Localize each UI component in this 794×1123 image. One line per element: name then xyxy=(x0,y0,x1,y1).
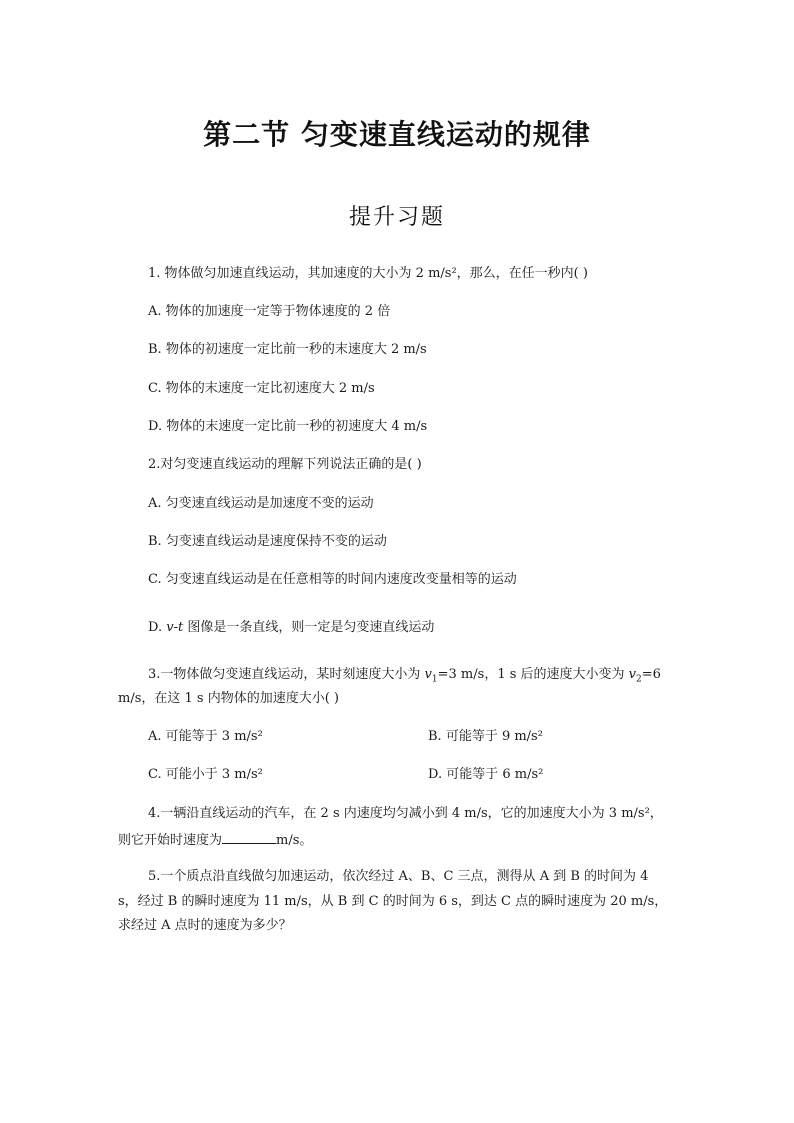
question-3-stem-line-1 xyxy=(148,667,661,688)
question-3-option-b: B. 可能等于 9 m/s² xyxy=(428,729,543,744)
question-4-line-1: 4.一辆沿直线运动的汽车，在 2 s 内速度均匀减小到 4 m/s，它的加速度大小为 3 m/s²， xyxy=(148,806,663,821)
v1-subscript: 1 xyxy=(431,674,438,685)
question-1-option-b: B. 物体的初速度一定比前一秒的末速度大 2 m/s xyxy=(148,342,427,357)
question-3-stem-line-2: m/s，在这 1 s 内物体的加速度大小( ) xyxy=(118,691,339,706)
question-2-option-c: C. 匀变速直线运动是在任意相等的时间内速度改变量相等的运动 xyxy=(148,572,517,587)
question-1-option-a: A. 物体的加速度一定等于物体速度的 2 倍 xyxy=(148,304,391,319)
v2-subscript: 2 xyxy=(636,674,642,685)
question-3-option-c: C. 可能小于 3 m/s² xyxy=(148,767,263,782)
q3-text-a: 3.一物体做匀变速直线运动，某时刻速度大小为 xyxy=(148,667,421,682)
q3-text-c: =6 xyxy=(641,667,661,682)
question-2-stem: 2.对匀变速直线运动的理解下列说法正确的是( ) xyxy=(148,457,422,472)
answer-blank[interactable] xyxy=(222,831,276,844)
vt-variable: v-t xyxy=(166,620,184,635)
section-subtitle: 提升习题 xyxy=(348,205,445,230)
q4-text-a: 则它开始时速度为 xyxy=(118,833,223,848)
question-1-option-d: D. 物体的末速度一定比前一秒的初速度大 4 m/s xyxy=(148,419,428,434)
question-2-option-d xyxy=(148,620,434,636)
option-d-prefix: D. xyxy=(148,620,163,635)
question-5-line-2: s，经过 B 的瞬时速度为 11 m/s，从 B 到 C 的时间为 6 s，到达 C 点的瞬时速度为 20 m/s， xyxy=(118,894,668,909)
page-title: 第二节 匀变速直线运动的规律 xyxy=(203,118,591,151)
question-5-line-1: 5.一个质点沿直线做匀加速运动，依次经过 A、B、C 三点，测得从 A 到 B 的时间为 4 xyxy=(148,869,649,884)
question-3-option-d: D. 可能等于 6 m/s² xyxy=(428,767,544,782)
v2-variable: v xyxy=(628,667,637,682)
question-4-line-2 xyxy=(118,831,312,849)
question-2-option-b: B. 匀变速直线运动是速度保持不变的运动 xyxy=(148,534,387,549)
q4-text-b: m/s。 xyxy=(276,833,313,848)
question-3-option-a: A. 可能等于 3 m/s² xyxy=(148,729,263,744)
v1-variable: v xyxy=(424,667,432,682)
q3-text-b: =3 m/s，1 s 后的速度大小变为 xyxy=(437,667,625,682)
question-2-option-a: A. 匀变速直线运动是加速度不变的运动 xyxy=(148,496,374,511)
question-1-stem: 1. 物体做匀加速直线运动，其加速度的大小为 2 m/s²，那么，在任一秒内( ) xyxy=(148,266,588,281)
option-d-text: 图像是一条直线，则一定是匀变速直线运动 xyxy=(187,620,435,635)
question-5-line-3: 求经过 A 点时的速度为多少？ xyxy=(118,918,292,933)
question-1-option-c: C. 物体的末速度一定比初速度大 2 m/s xyxy=(148,381,375,396)
